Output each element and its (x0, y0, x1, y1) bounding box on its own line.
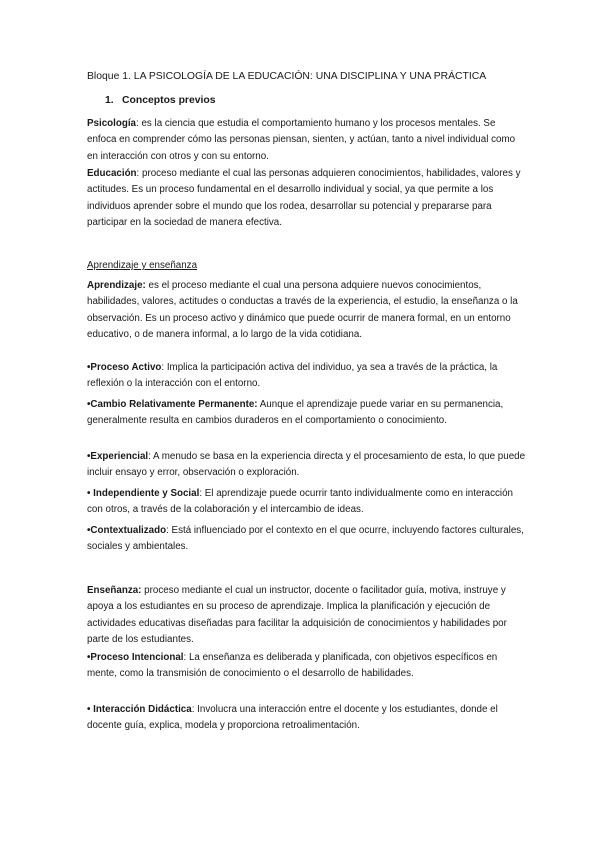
section-heading-text: Conceptos previos (122, 95, 216, 106)
list-item (87, 397, 527, 430)
point-term: •Cambio Relativamente Permanente: (87, 399, 258, 410)
point-text: : Involucra una interacción entre el docente y los estudiantes, donde el docente guía, explica, modela y proporciona retroalimentación. (87, 704, 498, 732)
point-term: •Proceso Activo (87, 362, 162, 373)
paragraph-aprendizaje (87, 278, 527, 344)
definition-psicologia: : es la ciencia que estudia el comportamiento humano y los procesos mentales. Se enfoca en comprender cómo las personas piensan, sienten, y actúan, tanto a nivel individual como en interacción con otros y con su entorno. (87, 118, 516, 162)
definition-aprendizaje: es el proceso mediante el cual una persona adquiere nuevos conocimientos, habilidades, valores, actitudes o conductas a través de la experiencia, el estudio, la enseñanza o la observación. Es un proceso activo y dinámico que puede ocurrir de manera formal, en un entorno educativo, o de manera informal, a lo largo de la vida cotidiana. (87, 280, 518, 341)
term-aprendizaje: Aprendizaje: (87, 280, 146, 291)
point-term: • Independiente y Social (87, 488, 200, 499)
point-term: •Experiencial (87, 451, 149, 462)
section-heading (105, 93, 545, 109)
term-educacion: Educación (87, 168, 137, 179)
point-text: : El aprendizaje puede ocurrir tanto individualmente como en interacción con otros, a través de la colaboración y el intercambio de ideas. (87, 488, 513, 516)
section-number: 1. (105, 95, 114, 106)
list-item (87, 702, 527, 735)
term-ensenanza: Enseñanza: (87, 585, 142, 596)
point-term: •Contextualizado (87, 525, 167, 536)
paragraph-psicologia (87, 116, 527, 165)
point-text: : Implica la participación activa del individuo, ya sea a través de la práctica, la reflexión o la interacción con el entorno. (87, 362, 498, 390)
term-psicologia: Psicología (87, 118, 136, 129)
list-item (87, 486, 527, 519)
paragraph-ensenanza (87, 583, 527, 649)
point-term: •Proceso Intencional (87, 652, 184, 663)
point-text: : La enseñanza es deliberada y planificada, con objetivos específicos en mente, como la transmisión de conocimiento o el desarrollo de habilidades. (87, 652, 498, 680)
definition-ensenanza: proceso mediante el cual un instructor, docente o facilitador guía, motiva, instruye y apoya a los estudiantes en su proceso de aprendizaje. Implica la planificación y ejecución de actividades educativas diseñadas para facilitar la adquisición de conocimientos y habilidades por parte de los estudiantes. (87, 585, 507, 646)
point-term: • Interacción Didáctica (87, 704, 192, 715)
point-text: : Está influenciado por el contexto en el que ocurre, incluyendo factores culturales, sociales y ambientales. (87, 525, 524, 553)
list-item (87, 360, 527, 393)
paragraph-educacion (87, 166, 527, 232)
point-text: : A menudo se basa en la experiencia directa y el procesamiento de esta, lo que puede incluir ensayo y error, observación o exploración. (87, 451, 526, 479)
list-item (87, 523, 527, 556)
definition-educacion: : proceso mediante el cual las personas adquieren conocimientos, habilidades, valores y actitudes. Es un proceso fundamental en el desarrollo individual y social, ya que permite a los individuos aprender sobre el mundo que los rodea, desarrollar su potencial y prepararse para participar en la sociedad de manera efectiva. (87, 168, 521, 229)
subheading-aprendizaje-ensenanza: Aprendizaje y enseñanza (87, 260, 198, 271)
point-text: Aunque el aprendizaje puede variar en su permanencia, generalmente resulta en cambios duraderos en el comportamiento o conocimiento. (87, 399, 504, 427)
list-item (87, 449, 527, 482)
document-title: Bloque 1. LA PSICOLOGÍA DE LA EDUCACIÓN: UNA DISCIPLINA Y UNA PRÁCTICA (87, 71, 487, 82)
list-item (87, 650, 527, 683)
